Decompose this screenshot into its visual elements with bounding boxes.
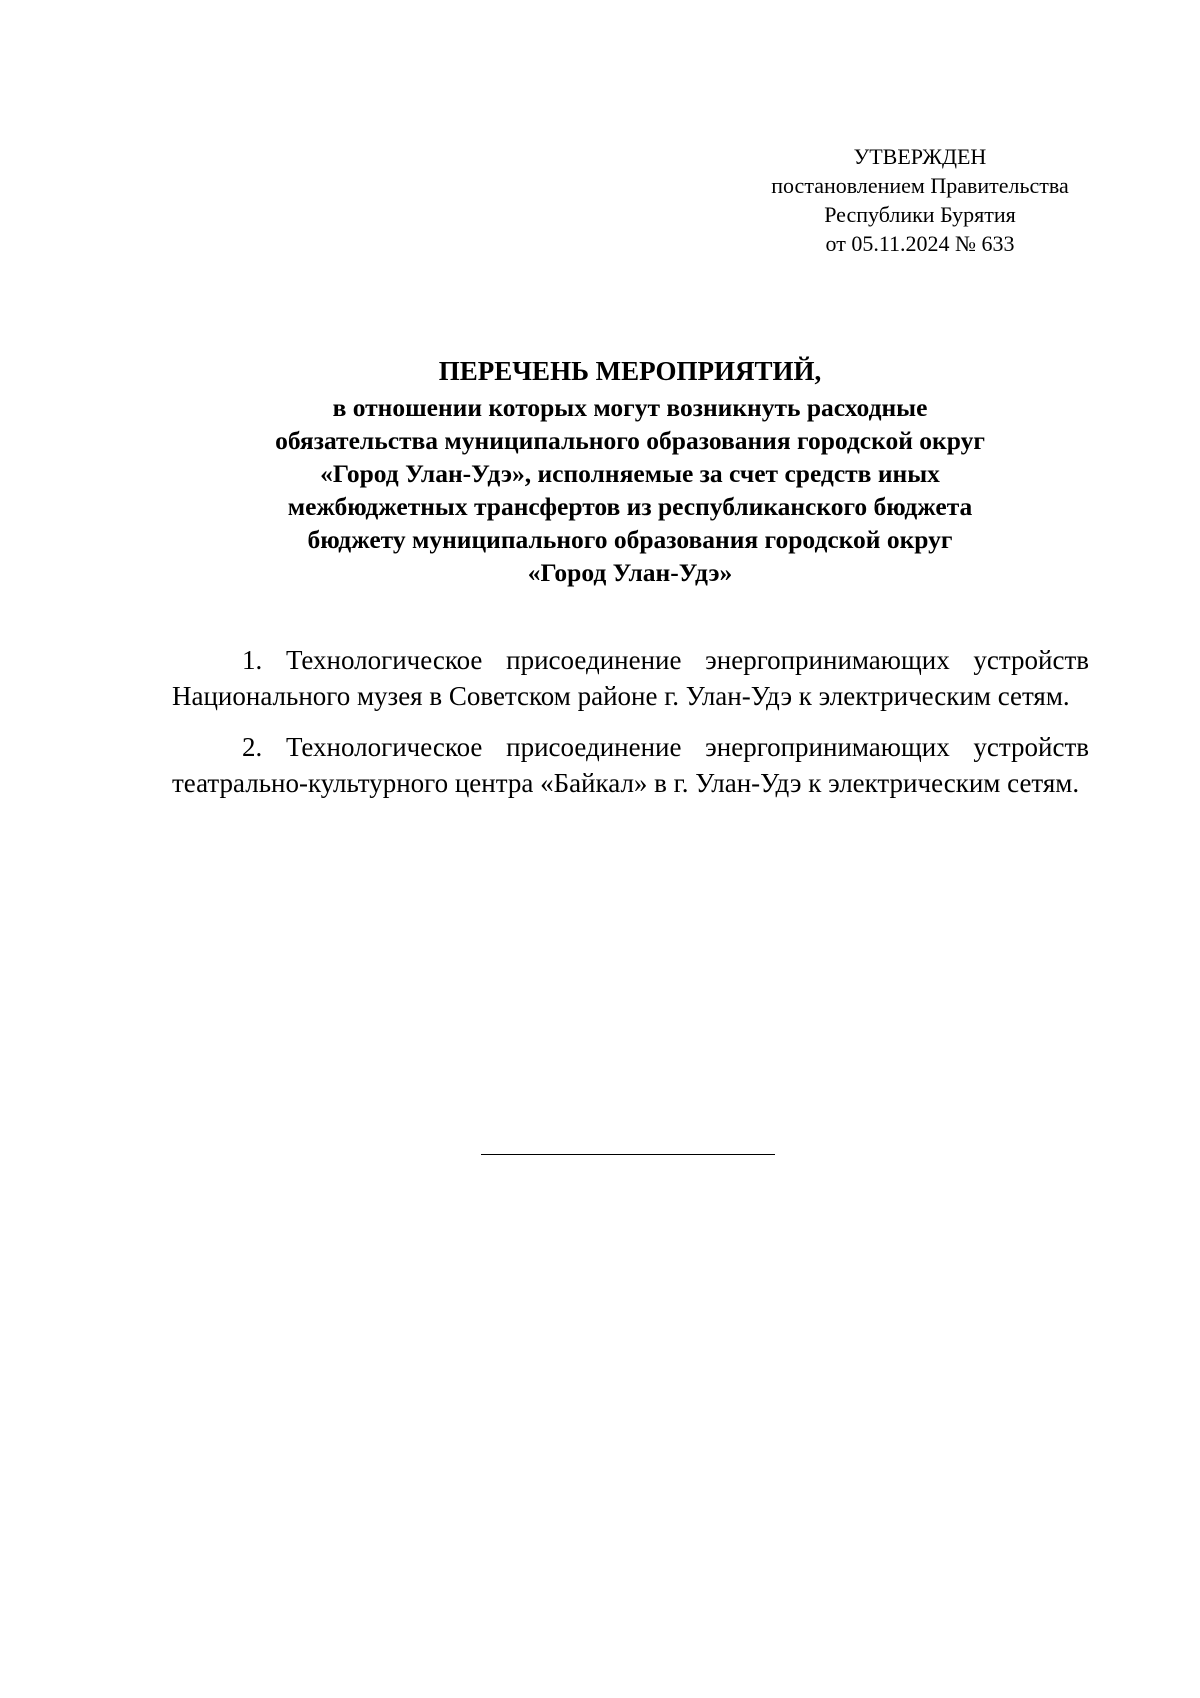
list-item: 1. Технологическое присоединение энергопринимающих устройств Национального музея в Советском районе г. Улан-Удэ к электрическим сетям. xyxy=(172,645,1089,711)
title-heading: ПЕРЕЧЕНЬ МЕРОПРИЯТИЙ, xyxy=(438,356,822,386)
approval-line: от 05.11.2024 № 633 xyxy=(825,231,1015,256)
list-item: 2. Технологическое присоединение энергопринимающих устройств театрально-культурного центра «Байкал» в г. Улан-Удэ к электрическим сетям. xyxy=(172,732,1089,798)
approval-line: постановлением Правительства xyxy=(771,173,1069,198)
title-line: межбюджетных трансфертов из республиканского бюджета xyxy=(287,492,973,521)
approval-line: Республики Бурятия xyxy=(824,202,1016,227)
items-list xyxy=(172,643,1089,817)
document-title xyxy=(150,355,1110,589)
title-line: «Город Улан-Удэ» xyxy=(527,558,733,587)
title-line: обязательства муниципального образования городской округ xyxy=(275,426,985,455)
title-line: бюджету муниципального образования городской округ xyxy=(307,525,953,554)
title-line: «Город Улан-Удэ», исполняемые за счет средств иных xyxy=(320,459,940,488)
end-divider xyxy=(481,1154,775,1155)
approval-line: УТВЕРЖДЕН xyxy=(853,144,987,169)
approval-stamp xyxy=(740,142,1100,258)
title-line: в отношении которых могут возникнуть расходные xyxy=(332,393,928,422)
